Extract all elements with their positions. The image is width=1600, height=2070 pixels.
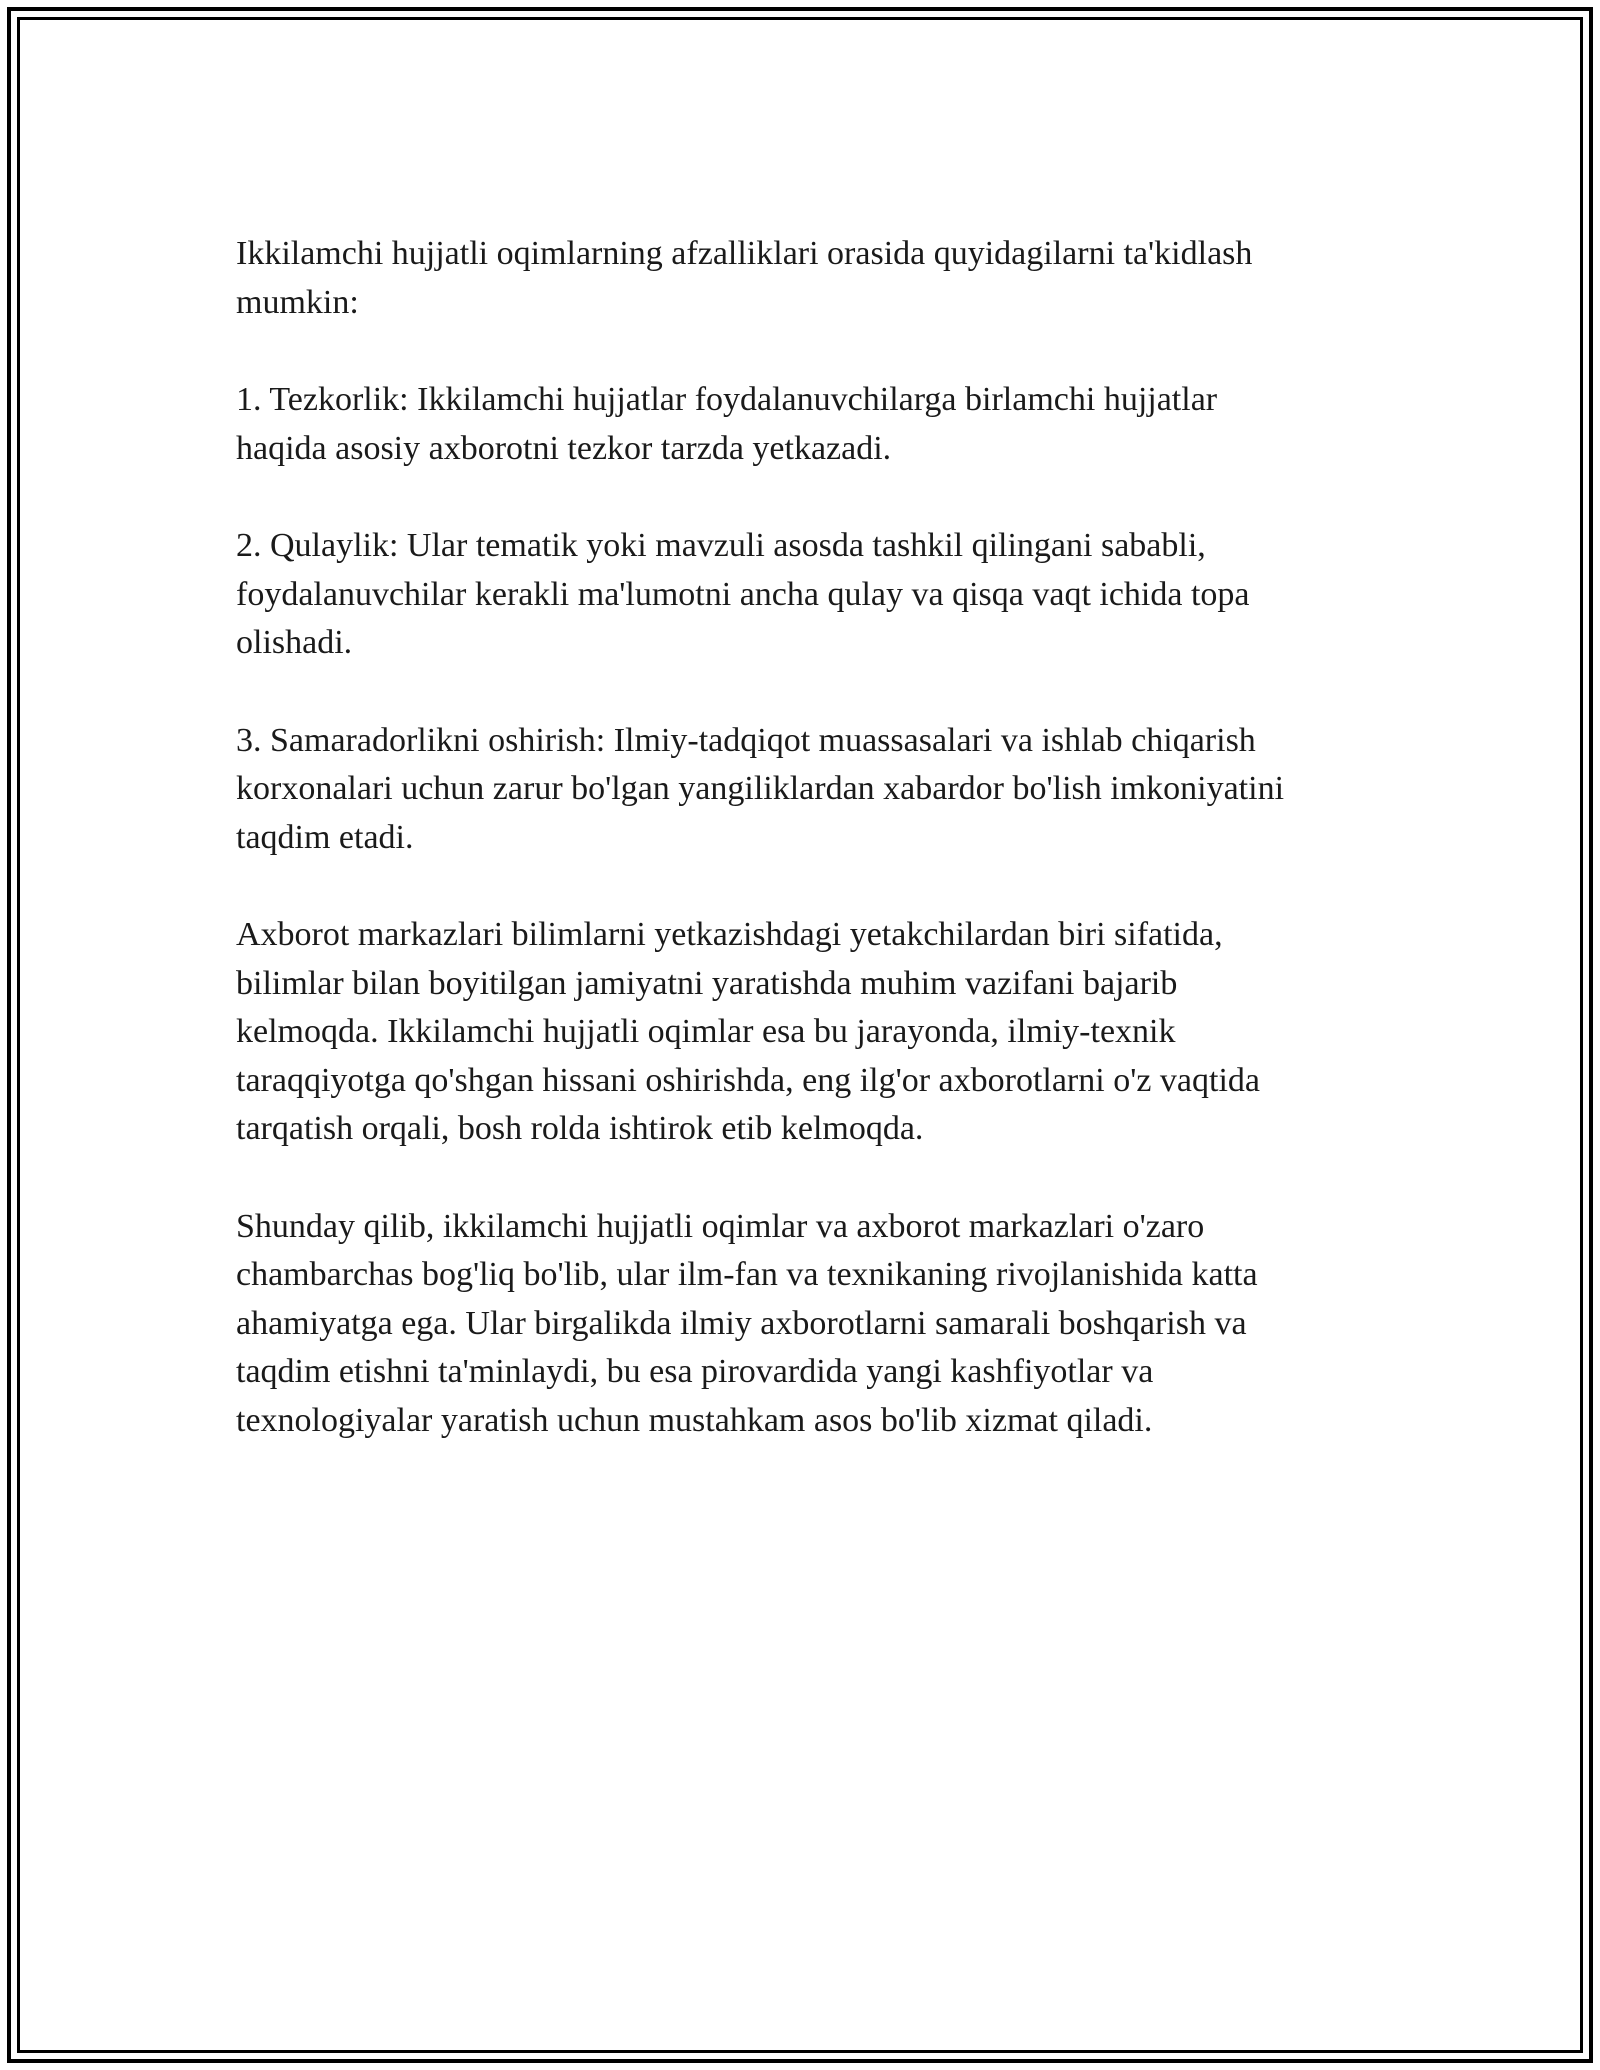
list-item-efficiency: 3. Samaradorlikni oshirish: Ilmiy-tadqiqot muassasalari va ishlab chiqarish korxonalari uchun zarur bo'lgan yangiliklardan xabardor bo'lish imkoniyatini taqdim etadi. — [236, 721, 1285, 856]
list-item-convenience: 2. Qulaylik: Ular tematik yoki mavzuli asosda tashkil qilingani sababli, foydalanuvchilar kerakli ma'lumotni ancha qulay va qisqa vaqt ichida topa olishadi. — [236, 527, 1250, 661]
conclusion-paragraph: Shunday qilib, ikkilamchi hujjatli oqimlar va axborot markazlari o'zaro chambarchas bog'liq bo'lib, ular ilm-fan va texnikaning rivojlanishida katta ahamiyatga ega. Ular birgalikda ilmiy axborotlarni samarali boshqarish va taqdim etishni ta'minlaydi, bu esa pirovardida yangi kashfiyotlar va texnologiyalar yaratish uchun mustahkam asos bo'lib xizmat qiladi. — [236, 1207, 1258, 1439]
body-paragraph-info-centers: Axborot markazlari bilimlarni yetkazishdagi yetakchilardan biri sifatida, bilimlar bilan boyitilgan jamiyatni yaratishda muhim vazifani bajarib kelmoqda. Ikkilamchi hujjatli oqimlar esa bu jarayonda, ilmiy-texnik taraqqiyotga qo'shgan hissani oshirishda, eng ilg'or axborotlarni o'z vaqtida tarqatish orqali, bosh rolda ishtirok etib kelmoqda. — [236, 916, 1260, 1147]
list-item-speed: 1. Tezkorlik: Ikkilamchi hujjatlar foydalanuvchilarga birlamchi hujjatlar haqida asosiy axborotni tezkor tarzda yetkazadi. — [236, 381, 1218, 467]
document-body — [236, 230, 1376, 1494]
intro-paragraph: Ikkilamchi hujjatli oqimlarning afzalliklari orasida quyidagilarni ta'kidlash mumkin: — [236, 235, 1253, 321]
